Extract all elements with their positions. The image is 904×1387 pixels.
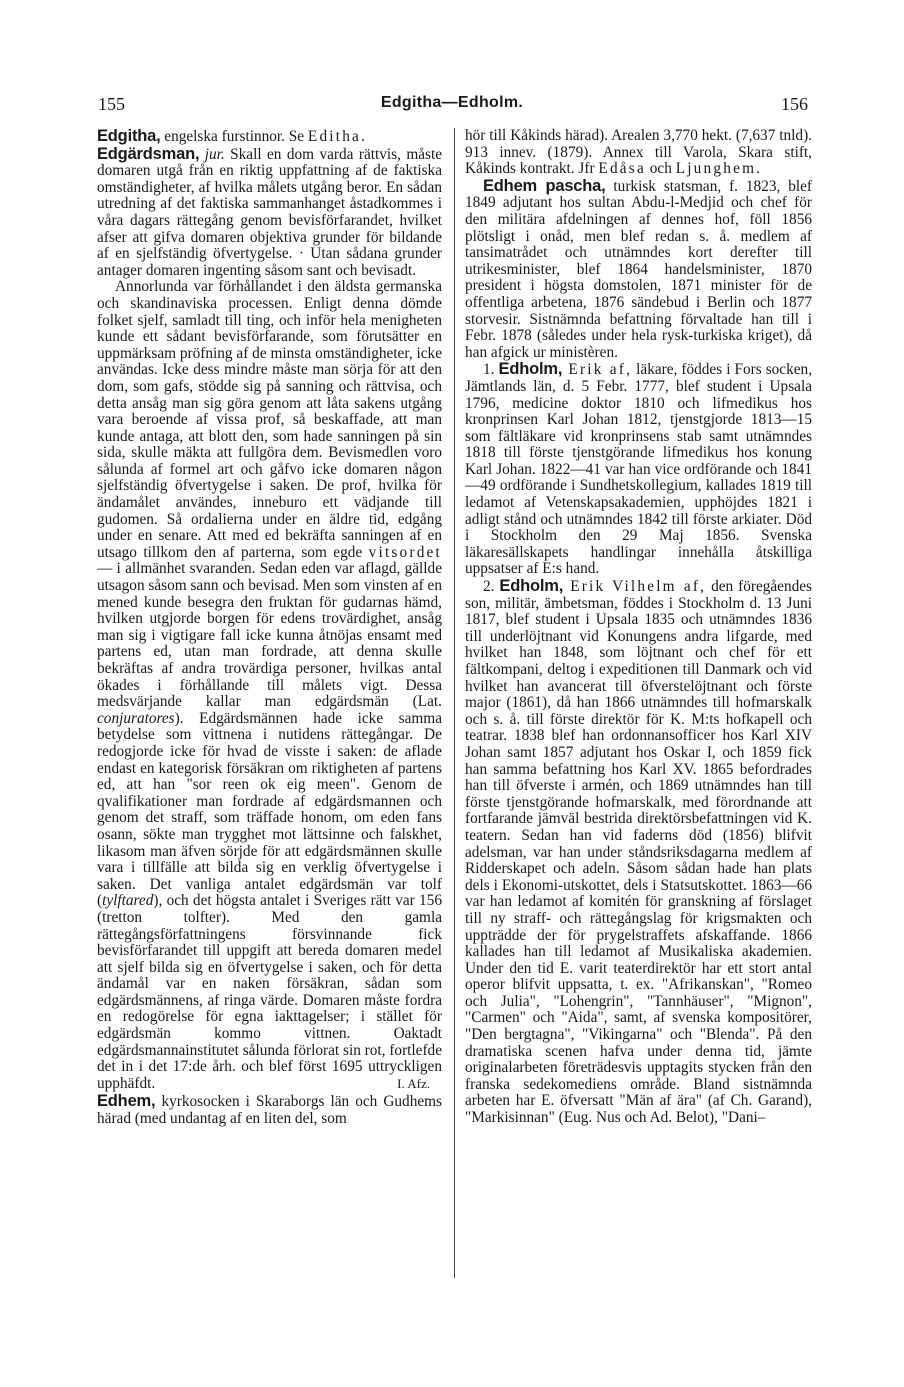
entry-text: engelska furstinnor. Se [160, 128, 308, 145]
entry-edhem [97, 1093, 442, 1127]
paragraph-text: ), och det högsta antalet i Sveriges rätt var 156 (tretton tolfter). Med den gamla rättegångsförfattningens försvinnande fick bevisförfarandet till uppgift att bereda domaren medel att sjelf bilda sig en öfvertygelse i saken, och för detta ändamål var en naken försäkran, sådan som edgärdsmännens, af ringa värde. Domaren måste fordra en redogörelse för egna iakttagelser; i stället för edgärdsmän kommo vittnen. Oaktadt edgärdsmannainstitutet sålunda förlorat sin rot, fortlefde det in i det 17:de årh. och blef först 1695 uttryckligen upphäfdt. [97, 892, 442, 1092]
entry-text: kyrkosocken i Skaraborgs län och Gudhems härad (med undantag af en liten del, som [97, 1093, 442, 1127]
term-tylftared: tylftared [102, 892, 154, 910]
paragraph-text: ). Edgärdsmännen hade icke samma betydelse som vittnena i nutidens rättegångar. De redogjorde icke för hvad de visste i saken: de aflade endast en kategorisk försäkran om riktigheten af partens ed, att han "sor reen ok eig meen". Genom de qvalifikationer man fordrade af edgärdsmannen och genom det straff, som träffade honom, om eden fans osann, sökte man trygghet mot lättsinne och falskhet, likasom man äfven sörjde för att edgärdsmännen skulle vara i tillfälle att bilda sig en verklig öfvertygelse i saken. Det vanliga antalet edgärdsmän var tolf ( [97, 709, 442, 910]
running-title: Edgitha—Edholm. [380, 94, 524, 111]
cross-reference-edasa: Edåsa [598, 160, 646, 178]
entry-text: hör till Kåkinds härad). Arealen 3,770 hekt. (7,637 tnld). 913 innev. (1879). Annex till Varola, Skara stift, Kåkinds kontrakt. Jfr [465, 127, 812, 178]
page-number-left: 155 [98, 94, 125, 114]
latin-term: conjuratores [97, 709, 175, 727]
left-column [97, 128, 442, 1127]
headword-edhem-pascha: Edhem pascha, [483, 176, 606, 195]
entry-number: 2. [483, 578, 500, 596]
entry-number: 1. [483, 361, 499, 379]
entry-edholm-2 [465, 578, 812, 1127]
entry-edgardsman [97, 146, 442, 280]
entry-text: läkare, föddes i Fors socken, Jämtlands län, d. 5 Febr. 1777, blef student i Upsala 1796, medicine doktor 1810 och lifmedikus hos kronprinsen Karl Johan 1812, tjenstgjorde 1813—15 som fältläkare vid kronprinsens stab samt utnämndes 1818 till förste tjenstgörande lifmedikus hos konung Karl Johan. 1822—41 var han vice ordförande och 1841—49 ordförande i Sundhetskollegium, kallades 1819 till ledamot af Vetenskapsakademien, upphöjdes 1821 i adligt stånd och utnämndes 1842 till förste arkiater. Död i Stockholm den 29 Maj 1856. Svenska läkaresällskapets handlingar innehålla åtskilliga uppsatser af E:s hand. [465, 361, 813, 578]
entry-edholm-1 [465, 361, 812, 578]
headword-edhem: Edhem, [97, 1092, 156, 1111]
cross-reference-ljunghem: Ljunghem. [675, 160, 763, 178]
entry-edgitha [97, 128, 442, 146]
person-name: Erik Vilhelm af, [563, 578, 707, 596]
paragraph-text: — i allmänhet svaranden. Sedan eden var aflagd, gällde utsagon såsom sann och bevisad. Men som vinsten af en mened kunde besegra den fruktan för gudarnas hämd, hvilken utgjorde borgen för edens trovärdighet, ansåg man sig i vigtigare fall icke kunna åtnöjas ensamt med partens ed, utan man fordrade, att denna skulle bekräftas af andra trovärdiga personer, hvilkas antal ökades i förhållande till målets vigt. Dessa medsvärjande kallar man edgärdsmän (Lat. [97, 560, 442, 711]
person-name: Erik af, [562, 361, 633, 379]
paragraph-text: Annorlunda var förhållandet i den äldsta germanska och skandinaviska processen. Enligt denna dömde folket sjelf, samladt till ting, och inför hela menigheten kunde ett sådant bevisförfarande, som förutsätter en uppmärksam pröfning af de minsta omständigheter, icke användas. Icke dess mindre måste man sörja för att den dom, som gafs, stödde sig på sanning och rättvisa, och detta ansåg man sig göra genom att låta sakens utgång vara beroende af vissa prof, så beskaffade, att man kunde antaga, att blott den, som hade sanningen på sin sida, skulle mäkta att fullgöra dem. Bevismedlen voro sålunda af formel art och gåfvo icke domaren någon sjelfständig öfvertygelse i saken. De prof, hvilka för ändamålet användes, inneburo ett vädjande till gudomen. Så ordalierna under en äldre tid, edgång under en senare. Att med ed bekräfta sanningen af en utsago tillkom den af parterna, som egde [97, 278, 442, 561]
entry-paragraph [97, 279, 442, 1092]
headword-edholm: Edholm, [499, 577, 564, 596]
page-number-right: 156 [781, 94, 808, 114]
page-header [0, 94, 904, 118]
entry-edhem-pascha [465, 178, 812, 362]
cross-reference: Editha. [307, 128, 368, 145]
author-signature: I. Afz. [397, 1076, 430, 1092]
subject-abbreviation: jur. [204, 145, 225, 163]
entry-text: turkisk statsman, f. 1823, blef 1849 adjutant hos sultan Abdu-l-Medjid och chef för den militära afdelningen af dennes hof, föll 1856 plötsligt i onåd, men blef redan s. å. medlem af tansimatrådet och utnämndes kort derefter till utrikesminister, blef 1864 handelsminister, 1870 president i högsta domstolen, 1871 minister för de offentliga arbetena, 1876 sändebud i Berlin och 1877 storvesir. Sistnämnda befattning förvaltade han till i Febr. 1878 (således under hela rysk-turkiska kriget), då han afgick ur ministèren. [465, 177, 812, 361]
conjunction: och [645, 160, 676, 178]
column-divider [454, 128, 455, 1278]
right-column [465, 128, 812, 1127]
headword-edgitha: Edgitha, [97, 127, 161, 145]
emphasis-vitsordet: vitsordet [368, 543, 442, 561]
entry-text: den föregåendes son, militär, ämbetsman, föddes i Stockholm d. 13 Juni 1817, blef student i Upsala 1835 och utnämndes 1836 till underlöjtnant vid Konungens andra lifgarde, med hvilket han 1848, som löjtnant och chef för ett fältkompani, deltog i expeditionen till Danmark och vid hvilket han avancerat till öfverstelöjtnant och förste major (1861), då han 1866 utnämndes till hofmarskalk och s. å. till förste direktör för K. M:ts hofkapell och teatrar. 1838 blef han ordonnansofficer hos Karl XIV Johan samt 1857 adjutant hos Oskar I, och 1859 fick han samma befattning hos Karl XV. 1865 befordrades han till öfverste i armén, och 1869 utnämndes han till förste tjenstgörande hofmarskalk, med förordnande att fortfarande jämväl bestrida direktörsbefattningen vid K. teatern. Sedan han vid faderns död (1856) blifvit adelsman, var han under ståndsriksdagarna medlem af Ridderskapet och adeln. Såsom sådan hade han plats dels i Ekonomi-utskottet, dels i Statsutskottet. 1863—66 var han ledamot af komitén för granskning af förslaget till ny straff- och rättegångslag för krigsmakten och uppträdde der för prygelstraffets afskaffande. 1866 kallades han till ledamot af Musikaliska akademien. Under den tid E. varit teaterdirektör har ett stort antal operor blifvit uppsatta, t. ex. "Afrikanskan", "Romeo och Julia", "Lohengrin", "Tannhäuser", "Mignon", "Carmen" och "Aida", samt, af svenska kompositörer, "Den bergtagna", "Vikingarna" och "Blenda". På den dramatiska scenen hafva under denna tid, jämte originalarbeten företrädesvis upptagits stycken från den franska sedekomediens område. Bland sistnämnda arbeten har E. öfversatt "Män af ära" (af Ch. Garand), "Markisinnan" (Eug. Nus och Ad. Belot), "Dani– [465, 578, 813, 1127]
entry-edhem-continued [465, 128, 812, 178]
entry-text: Skall en dom varda rättvis, måste domaren utgå från en riktig uppfattning af de faktiska omständigheter, af hvilka målets utgång beror. En sådan utredning af det faktiska sammanhanget åstadkommes i våra dagars rättegång genom bevisförfarandet, hvilket afser att gifva domaren objektiva grunder för bildande af en sjelfständig öfvertygelse. · Utan sådana grunder antager domaren ingenting såsom sant och bevisadt. [97, 145, 443, 279]
headword-edgardsman: Edgärdsman, [97, 144, 200, 163]
headword-edholm: Edholm, [498, 360, 563, 379]
